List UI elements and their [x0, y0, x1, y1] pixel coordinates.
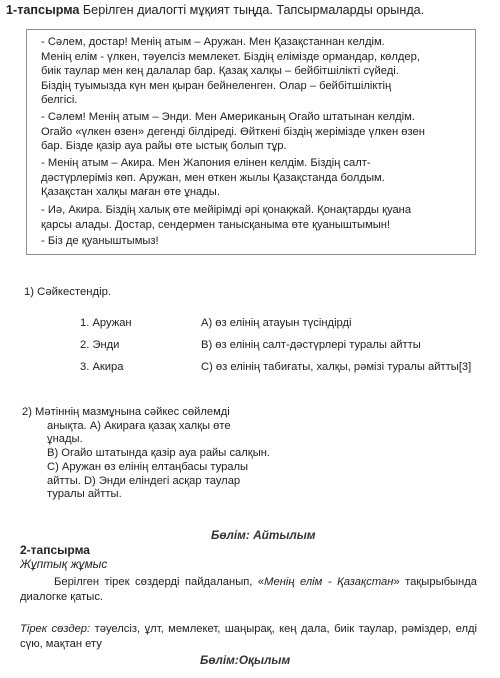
dialogue-text-line: қарсы алады. Достар, сендермен танысқаныма өте қуаныштымын! [41, 218, 391, 231]
dialogue-line-aruzhan [41, 35, 454, 108]
keywords-list: тәуелсіз, ұлт, мемлекет, шаңырақ, кең дала, биік таулар, рәміздер, елді сүю, мақтан ету [20, 623, 478, 651]
match-right-3: С) өз елінің табиғаты, халқы, рәмізі туралы айтты[3] [201, 361, 472, 373]
match-left-1: 1. Аружан [80, 317, 132, 329]
match-left-2: 2. Энди [80, 339, 120, 351]
match-right-1: А) өз елінің атауын түсіндірді [201, 317, 352, 329]
dialogue-text-line: Қазақстан халқы маған өте ұнады. [41, 186, 220, 198]
question2-line: айтты. D) Энди еліндегі асқар таулар [47, 474, 241, 487]
dialogue-line-aruzhan-reply [41, 203, 454, 232]
dialogue-text-line: - Менің атым – Акира. Мен Жапония елінен келдім. Біздің салт- [41, 157, 371, 169]
question2-line: С) Аружан өз елінің елтаңбасы туралы [47, 460, 249, 473]
question2-line: В) Огайо штатында қазір ауа райы салқын. [47, 447, 271, 460]
task1-number: 1-тапсырма [6, 3, 80, 17]
dialogue-line-akira [41, 156, 454, 200]
question2-first-line: 2) Мәтіннің мазмұнына сәйкес сөйлемді [22, 406, 230, 418]
dialogue-text-line: Менің елім - үлкен, тәуелсіз мемлекет. Біздің елімізде ормандар, көлдер, [41, 50, 420, 63]
task2-text-after: » тақырыбында диалогке қатыс. [20, 576, 477, 604]
question2-line: анықта. А) Акираға қазақ халқы өте [47, 419, 231, 432]
dialogue-text-line: - Сәлем, достар! Менің атым – Аружан. Мен Қазақстаннан келдім. [41, 36, 385, 48]
dialogue-text-line: - Сәлем! Менің атым – Энди. Мен Американың Огайо штатынан келдім. [41, 111, 415, 123]
dialogue-text-line: Біздің туымызда күн мен қыран бейнеленген. Олар – бейбітшіліктің [41, 79, 392, 92]
task2-mode: Жұптық жұмыс [20, 557, 108, 571]
section-reading-title: Бөлім:Оқылым [200, 653, 291, 667]
task1-instruction: Берілген диалогті мұқият тыңда. Тапсырмаларды орында. [82, 3, 425, 17]
dialogue-line-andy [41, 110, 454, 154]
question1-prompt: 1) Сәйкестендір. [24, 286, 112, 298]
task2-text-before: Берілген тірек сөздерді пайдаланып, « [54, 576, 265, 588]
keywords-label: Тірек сөздер: [20, 623, 91, 635]
dialogue-text-line: белгісі. [41, 94, 78, 106]
dialogue-text-line: - Біз де қуаныштымыз! [41, 235, 159, 247]
task2-keywords [20, 622, 477, 652]
match-right-2: В) өз елінің салт-дәстүрлері туралы айтты [201, 339, 421, 351]
dialogue-text-line: Огайо «үлкен өзен» дегенді білдіреді. Өйткені біздің жерімізде үлкен өзен [41, 125, 425, 138]
task1-heading [6, 3, 424, 17]
task2-instruction [20, 575, 477, 605]
dialogue-text-line: - Иә, Акира. Біздің халық өте мейірімді әрі қонақжай. Қонақтарды қуана [41, 204, 412, 216]
question2-line: ұнады. [47, 433, 83, 446]
dialogue-line-final [41, 234, 454, 249]
dialogue-text-line: бар. Бізде қазір ауа райы өте ыстық болып тұр. [41, 140, 287, 152]
task2-topic: Менің елім - Қазақстан [264, 576, 394, 588]
section-speaking-title: Бөлім: Айтылым [211, 528, 316, 542]
dialogue-text-line: биік таулар мен кең далалар бар. Қазақ халқы – бейбітшілікті сүйеді. [41, 65, 399, 77]
question2 [22, 406, 274, 502]
question2-line: туралы айтты. [47, 488, 122, 501]
task2-number: 2-тапсырма [20, 543, 90, 557]
dialogue-text-line: дәстүрлеріміз көп. Аружан, мен өткен жылы Қазақстанда болдым. [41, 171, 385, 184]
match-left-3: 3. Акира [80, 361, 124, 373]
